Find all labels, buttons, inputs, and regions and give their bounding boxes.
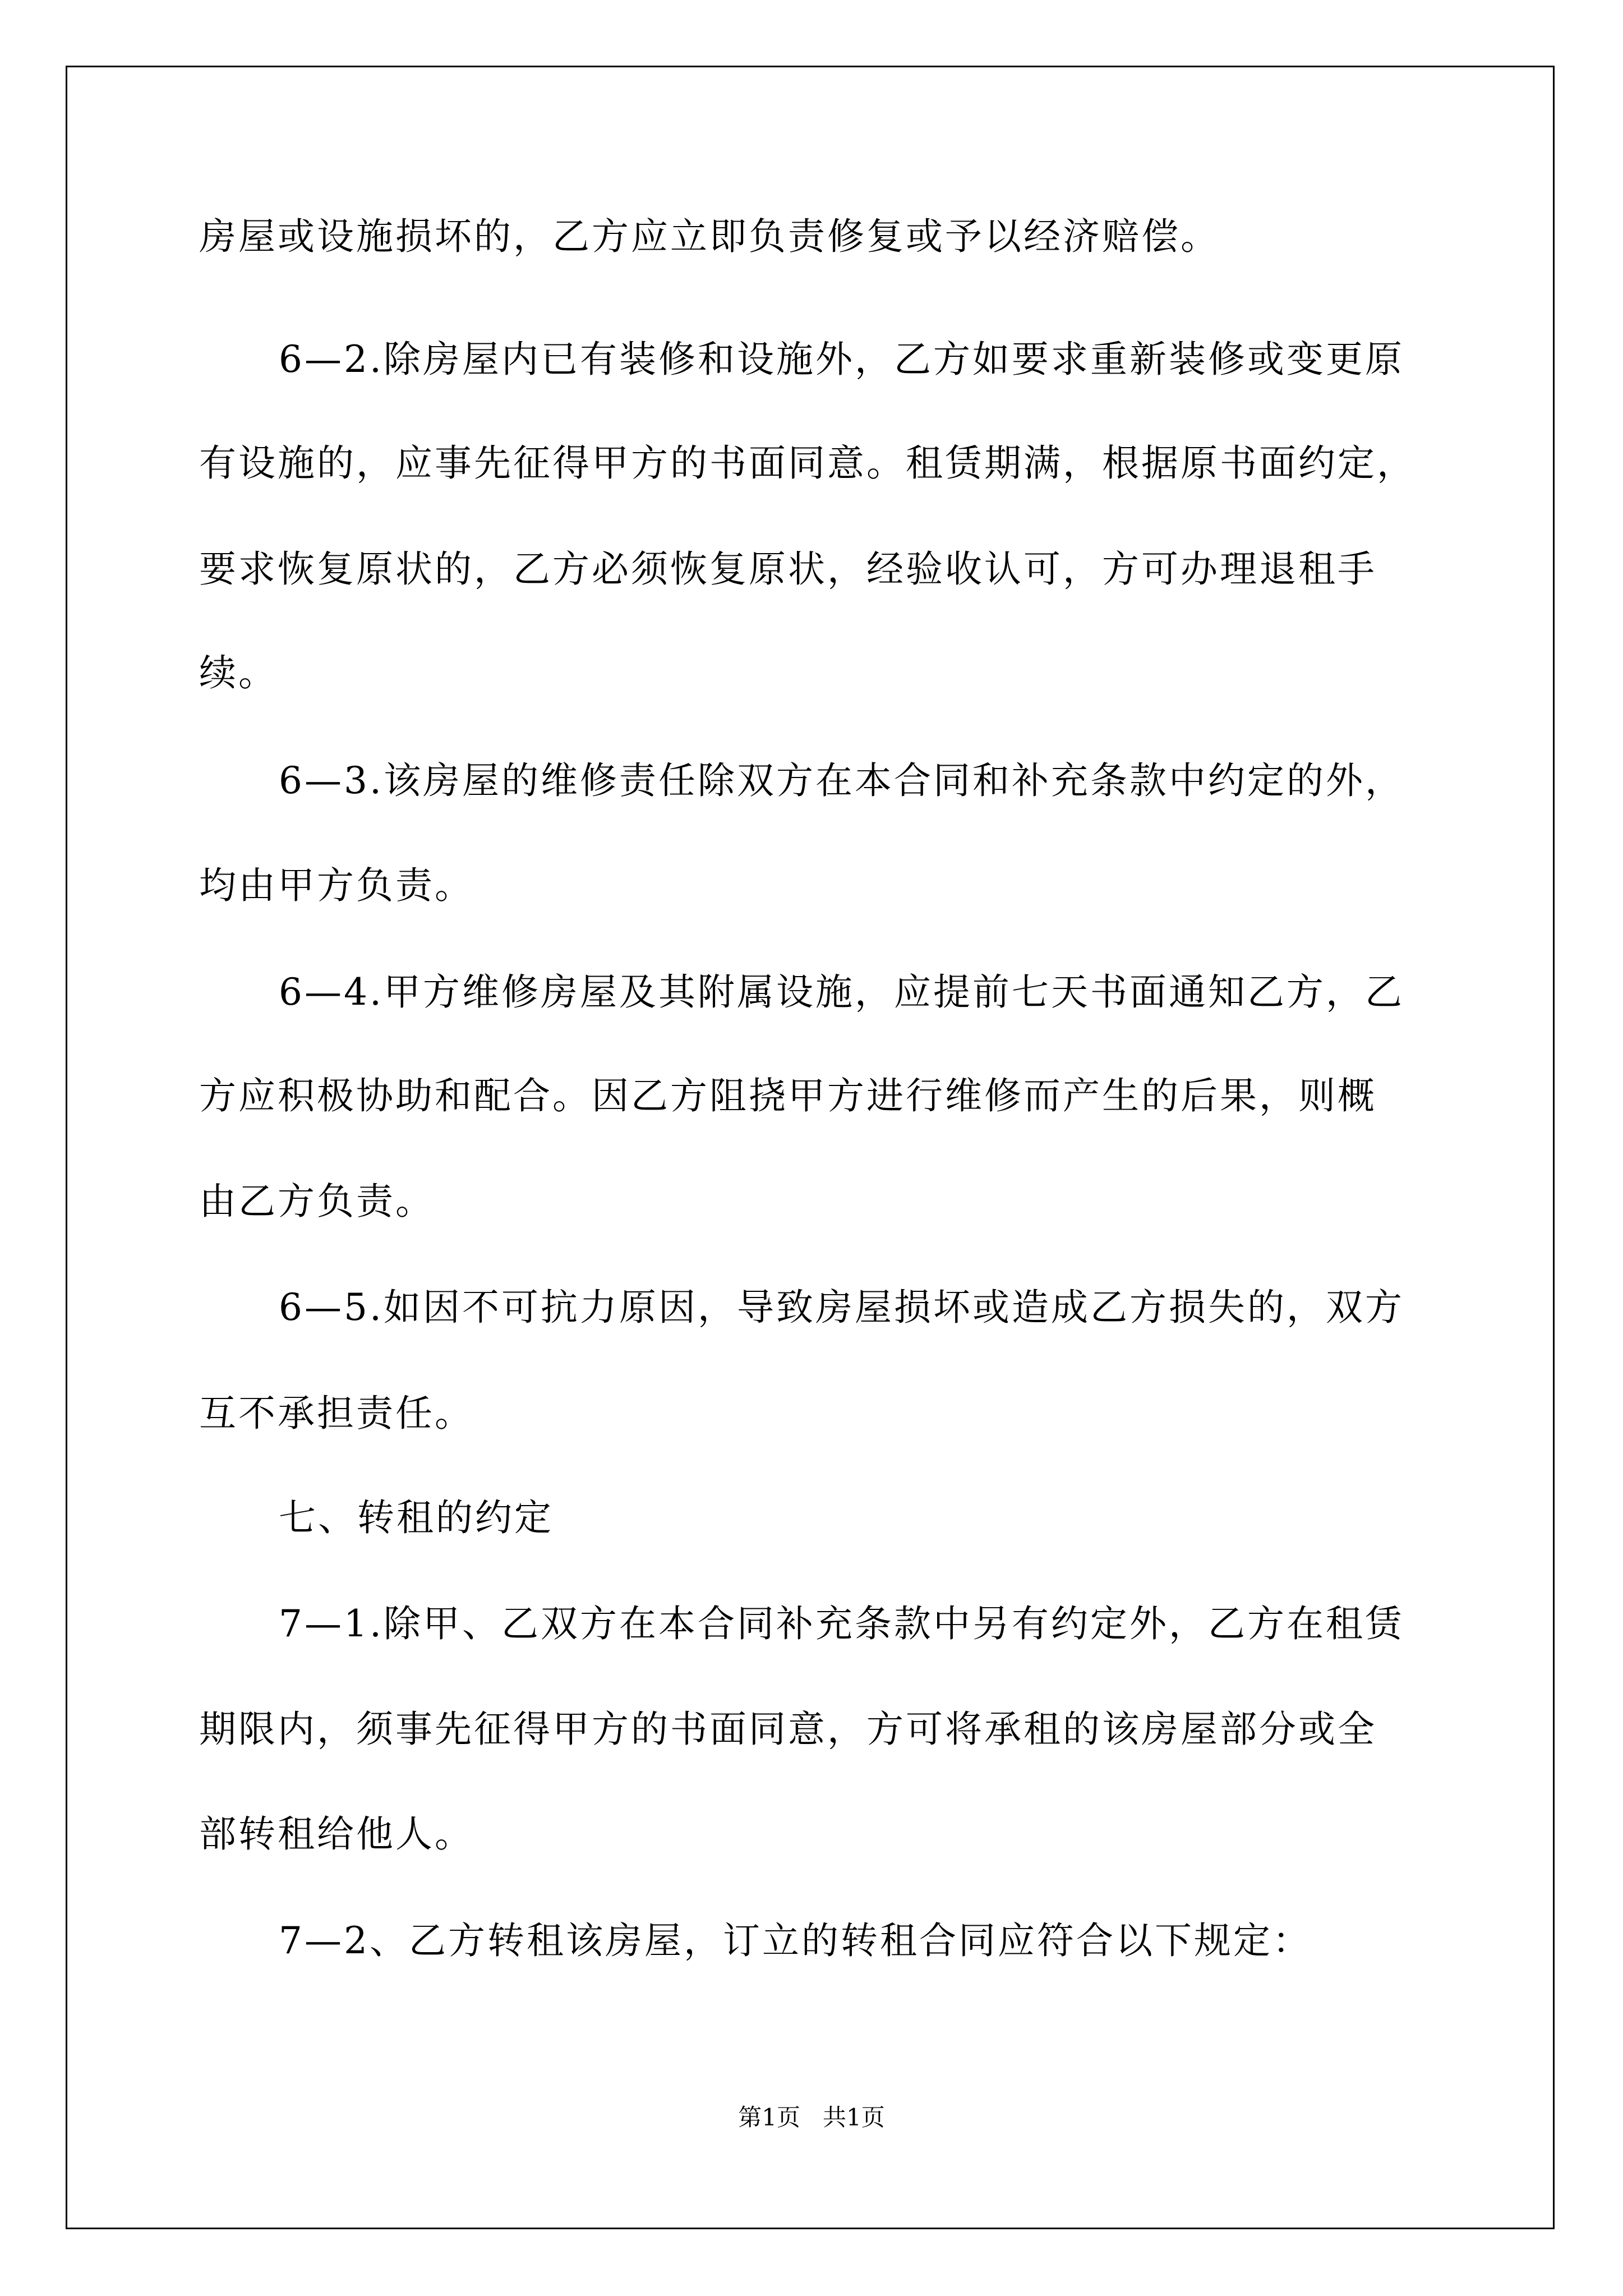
section-heading: 七、转租的约定 [279,1496,554,1539]
text-line: 6—4.甲方维修房屋及其附属设施，应提前七天书面通知乙方，乙 [279,970,1404,1014]
text-line: 要求恢复原状的，乙方必须恢复原状，经验收认可，方可办理退租手 [199,547,1377,591]
text-line: 部转租给他人。 [199,1812,474,1856]
text-line: 互不承担责任。 [199,1392,474,1435]
text-line: 方应积极协助和配合。因乙方阻挠甲方进行维修而产生的后果，则概 [199,1074,1377,1117]
text-line: 由乙方负责。 [199,1180,435,1223]
text-line: 期限内，须事先征得甲方的书面同意，方可将承租的该房屋部分或全 [199,1708,1377,1751]
text-line: 有设施的，应事先征得甲方的书面同意。租赁期满，根据原书面约定， [199,441,1416,485]
text-line: 续。 [199,651,278,694]
page-footer: 第1页 共1页 [738,2104,885,2131]
text-line: 7—2、乙方转租该房屋，订立的转租合同应符合以下规定： [279,1919,1312,1962]
text-line: 7—1.除甲、乙双方在本合同补充条款中另有约定外，乙方在租赁 [279,1602,1404,1645]
text-line: 6—3.该房屋的维修责任除双方在本合同和补充条款中约定的外， [279,759,1404,802]
text-line: 6—5.如因不可抗力原因，导致房屋损坏或造成乙方损失的，双方 [279,1286,1404,1329]
text-line: 均由甲方负责。 [199,864,474,907]
text-line: 6—2.除房屋内已有装修和设施外，乙方如要求重新装修或变更原 [279,338,1404,381]
text-line: 房屋或设施损坏的，乙方应立即负责修复或予以经济赔偿。 [199,215,1220,258]
page-border [66,66,1555,2229]
